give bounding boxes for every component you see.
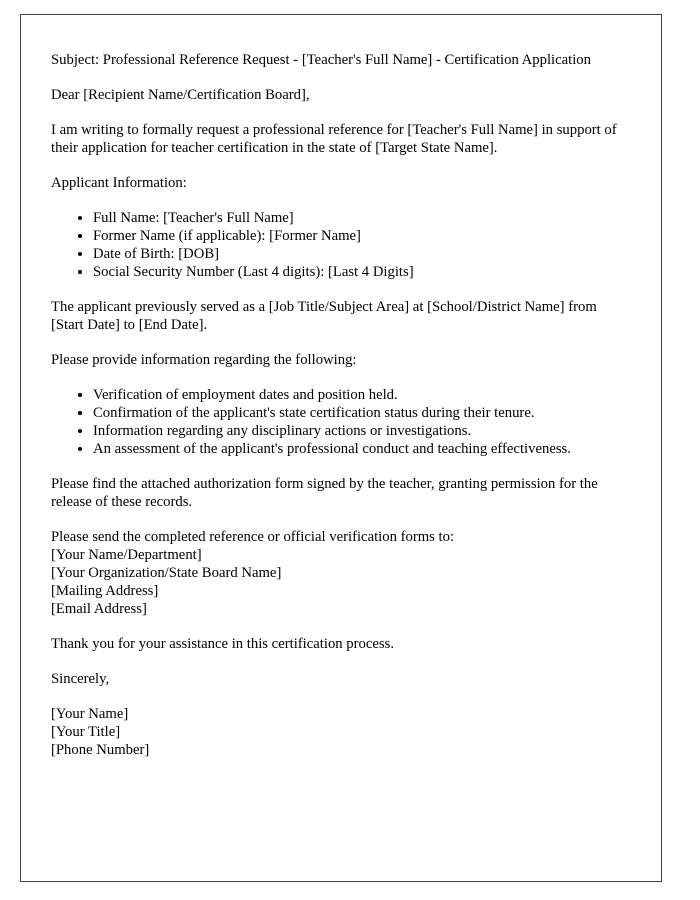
- applicant-info-list: [51, 209, 631, 281]
- list-item: • An assessment of the applicant's professional conduct and teaching effectiveness.: [93, 440, 631, 458]
- signature-line: [Your Name]: [51, 706, 129, 722]
- send-to-line: [Mailing Address]: [51, 583, 159, 599]
- closing: Sincerely,: [51, 671, 110, 687]
- send-to-line: [Your Organization/State Board Name]: [51, 565, 282, 581]
- list-item: • Date of Birth: [DOB]: [93, 245, 631, 263]
- authorization-paragraph: Please find the attached authorization form signed by the teacher, granting permission for the release of these records.: [51, 476, 598, 510]
- subject-line: Subject: Professional Reference Request - [Teacher's Full Name] - Certification Application: [51, 52, 591, 68]
- list-item: • Full Name: [Teacher's Full Name]: [93, 209, 631, 227]
- letter-document: [20, 14, 662, 882]
- list-item: • Former Name (if applicable): [Former Name]: [93, 227, 631, 245]
- send-to-heading: Please send the completed reference or official verification forms to:: [51, 529, 455, 545]
- thanks-paragraph: Thank you for your assistance in this certification process.: [51, 636, 395, 652]
- signature-line: [Phone Number]: [51, 742, 150, 758]
- signature-line: [Your Title]: [51, 724, 121, 740]
- list-item: • Verification of employment dates and position held.: [93, 386, 631, 404]
- list-item: • Social Security Number (Last 4 digits): [Last 4 Digits]: [93, 263, 631, 281]
- send-to-line: [Your Name/Department]: [51, 547, 202, 563]
- intro-paragraph: I am writing to formally request a professional reference for [Teacher's Full Name] in support of their application for teacher certification in the state of [Target State Name].: [51, 122, 617, 156]
- applicant-info-heading: Applicant Information:: [51, 175, 187, 191]
- signature-block: [51, 705, 631, 759]
- service-history-paragraph: The applicant previously served as a [Job Title/Subject Area] at [School/District Name] from [Start Date] to [End Date].: [51, 299, 597, 333]
- request-heading: Please provide information regarding the following:: [51, 352, 357, 368]
- send-to-block: [51, 528, 631, 618]
- list-item: • Confirmation of the applicant's state certification status during their tenure.: [93, 404, 631, 422]
- request-list: [51, 386, 631, 458]
- salutation: Dear [Recipient Name/Certification Board],: [51, 87, 310, 103]
- list-item: • Information regarding any disciplinary actions or investigations.: [93, 422, 631, 440]
- send-to-line: [Email Address]: [51, 601, 147, 617]
